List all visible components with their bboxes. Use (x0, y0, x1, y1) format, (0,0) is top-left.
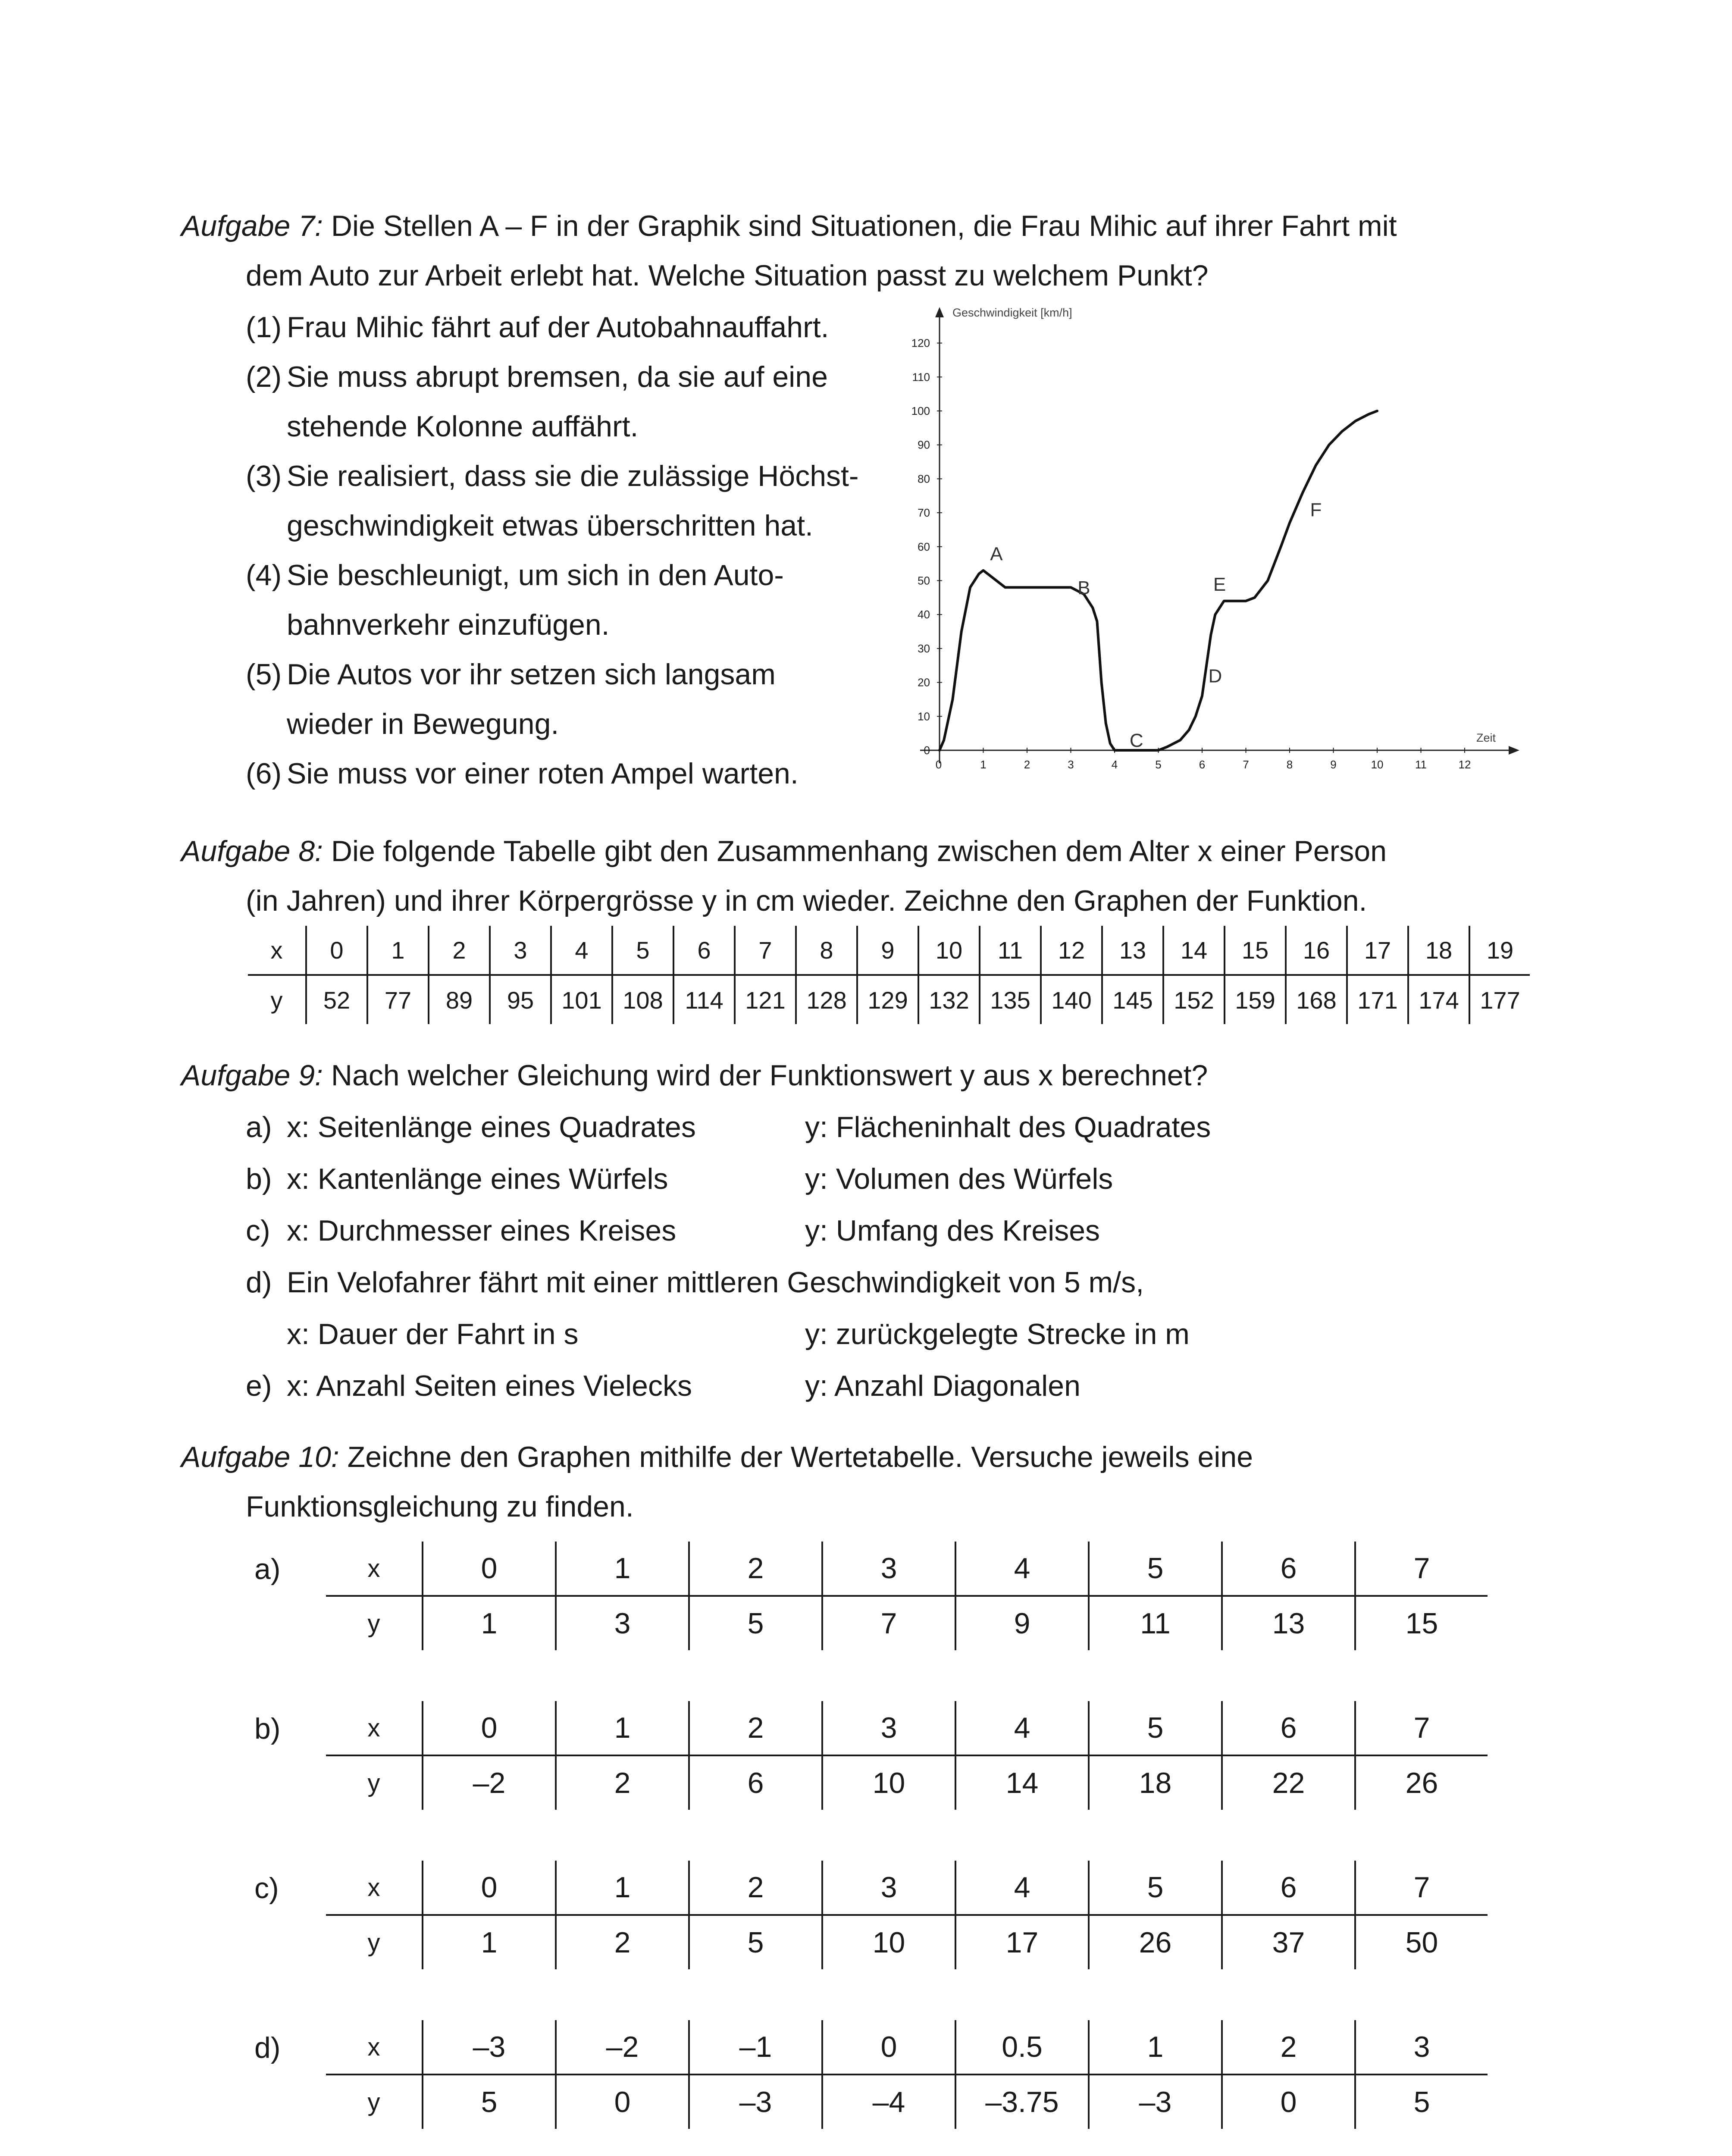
table-row-y (326, 1755, 1488, 1810)
x-tick-label: 6 (1199, 758, 1206, 771)
table-cell-y: 1 (423, 1596, 556, 1650)
table-cell-x: 4 (551, 926, 612, 975)
table-cell-y: 3 (556, 1596, 689, 1650)
x-axis-title: Zeit (1476, 731, 1496, 744)
table-cell-y: 152 (1163, 975, 1225, 1024)
aufgabe8-intro-line1 (181, 837, 1387, 866)
table-cell-y: 159 (1225, 975, 1286, 1024)
table-cell-x: –2 (556, 2020, 689, 2075)
y-axis-arrow (935, 307, 944, 317)
table-cell-x: 9 (857, 926, 918, 975)
table-row-y (326, 1596, 1488, 1650)
table-cell-x: 14 (1163, 926, 1225, 975)
table-cell-y: 50 (1355, 1915, 1488, 1969)
value-table (326, 1701, 1488, 1810)
table-cell-x: 6 (1222, 1861, 1355, 1915)
table-cell-x: 7 (1355, 1861, 1488, 1915)
table-cell-y: 11 (1089, 1596, 1222, 1650)
table-cell-x: 10 (918, 926, 980, 975)
table-x-label: x (326, 1542, 423, 1596)
aufgabe7-item-text-cont: stehende Kolonne auffährt. (287, 410, 639, 443)
table-cell-y: 13 (1222, 1596, 1355, 1650)
table-cell-x: 5 (1089, 1861, 1222, 1915)
aufgabe9-item-y: y: Umfang des Kreises (805, 1214, 1100, 1247)
aufgabe9-item-y: y: Anzahl Diagonalen (805, 1369, 1081, 1402)
aufgabe9-item-x: x: Kantenlänge eines Würfels (287, 1163, 668, 1195)
table-cell-x: 4 (955, 1701, 1089, 1755)
aufgabe10-table-letter: d) (254, 2031, 281, 2064)
point-label-B: B (1077, 577, 1090, 599)
table-cell-x: 0.5 (955, 2020, 1089, 2075)
table-cell-x: 3 (822, 1701, 955, 1755)
aufgabe9-intro (181, 1061, 1208, 1090)
table-cell-y: 2 (556, 1755, 689, 1810)
table-cell-x: 18 (1408, 926, 1469, 975)
table-cell-x: 3 (822, 1542, 955, 1596)
y-tick-label: 120 (911, 336, 930, 350)
table-cell-y: 5 (1355, 2075, 1488, 2129)
aufgabe10-intro-line1 (181, 1442, 1253, 1472)
table-cell-y: –3 (689, 2075, 822, 2129)
table-row-y (326, 1915, 1488, 1969)
table-cell-y: 95 (490, 975, 551, 1024)
table-row-x (326, 2020, 1488, 2075)
table-row-x (248, 926, 1530, 975)
aufgabe7-item-text-cont: wieder in Bewegung. (287, 708, 559, 740)
aufgabe7-item-text: Sie beschleunigt, um sich in den Auto- (287, 559, 784, 592)
y-tick-label: 100 (911, 404, 930, 417)
table-cell-x: 1 (1089, 2020, 1222, 2075)
table-cell-y: –3.75 (955, 2075, 1089, 2129)
table-cell-x: 7 (1355, 1701, 1488, 1755)
point-label-F: F (1310, 499, 1322, 520)
table-cell-x: 1 (556, 1701, 689, 1755)
aufgabe9-item-letter: e) (246, 1369, 272, 1402)
table-cell-y: 7 (822, 1596, 955, 1650)
aufgabe10-text-line2: Funktionsgleichung zu finden. (246, 1490, 634, 1523)
table-row-x (326, 1861, 1488, 1915)
table-cell-x: 16 (1286, 926, 1347, 975)
aufgabe8-text-line1: Die folgende Tabelle gibt den Zusammenhang zwischen dem Alter x einer Person (331, 835, 1387, 868)
table-cell-x: 2 (689, 1861, 822, 1915)
y-tick-label: 10 (918, 710, 930, 723)
aufgabe9-text: Nach welcher Gleichung wird der Funktionswert y aus x berechnet? (331, 1059, 1208, 1092)
table-cell-x: 0 (423, 1861, 556, 1915)
table-cell-x: 3 (490, 926, 551, 975)
aufgabe7-text-line1: Die Stellen A – F in der Graphik sind Situationen, die Frau Mihic auf ihrer Fahrt mit (331, 210, 1397, 242)
table-cell-y: 121 (735, 975, 796, 1024)
table-cell-y: 5 (689, 1915, 822, 1969)
table-cell-x: 1 (556, 1542, 689, 1596)
y-tick-label: 60 (918, 540, 930, 553)
x-tick-label: 0 (935, 758, 942, 771)
table-row-x (326, 1701, 1488, 1755)
x-tick-label: 3 (1068, 758, 1074, 771)
aufgabe10-table-letter: c) (254, 1872, 279, 1905)
table-cell-y: 26 (1355, 1755, 1488, 1810)
speed-curve (940, 411, 1377, 750)
age-height-table (248, 926, 1530, 1024)
aufgabe7-item-number: (6) (246, 757, 282, 790)
point-label-A: A (990, 543, 1003, 565)
aufgabe7-item-text: Frau Mihic fährt auf der Autobahnauffahrt. (287, 311, 829, 344)
table-cell-y: 10 (822, 1755, 955, 1810)
table-y-label: y (270, 986, 283, 1014)
table-cell-x: 5 (1089, 1542, 1222, 1596)
aufgabe9-item-letter: d) (246, 1266, 272, 1299)
aufgabe7-item-text: Sie realisiert, dass sie die zulässige Höchst- (287, 460, 859, 492)
y-axis-title: Geschwindigkeit [km/h] (952, 306, 1072, 319)
table-cell-y: 114 (673, 975, 735, 1024)
table-cell-y: 26 (1089, 1915, 1222, 1969)
aufgabe7-item-text-cont: bahnverkehr einzufügen. (287, 608, 610, 641)
aufgabe9-item-x: x: Anzahl Seiten eines Vielecks (287, 1369, 692, 1402)
table-cell-y: 77 (367, 975, 429, 1024)
table-cell-y: –2 (423, 1755, 556, 1810)
aufgabe10-text-line1: Zeichne den Graphen mithilfe der Wertetabelle. Versuche jeweils eine (347, 1441, 1253, 1473)
aufgabe7-item-number: (5) (246, 658, 282, 691)
x-tick-label: 8 (1286, 758, 1293, 771)
table-cell-x: 1 (556, 1861, 689, 1915)
table-cell-y: 9 (955, 1596, 1089, 1650)
table-cell-y: 2 (556, 1915, 689, 1969)
table-y-label: y (367, 1928, 380, 1957)
aufgabe10-label: Aufgabe 10: (181, 1441, 339, 1473)
table-row-y (326, 2075, 1488, 2129)
aufgabe7-text-line2: dem Auto zur Arbeit erlebt hat. Welche Situation passt zu welchem Punkt? (246, 259, 1209, 292)
y-tick-label: 90 (918, 438, 930, 451)
table-cell-y: 18 (1089, 1755, 1222, 1810)
table-cell-y: 15 (1355, 1596, 1488, 1650)
point-label-C: C (1129, 730, 1143, 752)
y-tick-label: 20 (918, 676, 930, 689)
table-cell-y: 174 (1408, 975, 1469, 1024)
aufgabe10-table-letter: b) (254, 1712, 281, 1745)
x-tick-label: 4 (1111, 758, 1118, 771)
aufgabe7-item-number: (3) (246, 460, 282, 492)
aufgabe9-item-x: x: Dauer der Fahrt in s (287, 1318, 579, 1351)
aufgabe7-item-text: Sie muss vor einer roten Ampel warten. (287, 757, 799, 790)
table-cell-x: 6 (673, 926, 735, 975)
table-cell-x: 11 (980, 926, 1041, 975)
table-x-label: x (326, 1701, 423, 1755)
aufgabe7-item-number: (1) (246, 311, 282, 344)
y-tick-label: 30 (918, 642, 930, 655)
table-cell-x: 19 (1469, 926, 1530, 975)
table-cell-x: 2 (429, 926, 490, 975)
aufgabe9-item-x: x: Durchmesser eines Kreises (287, 1214, 677, 1247)
y-tick-label: 110 (912, 370, 930, 384)
value-table (326, 1861, 1488, 1969)
table-y-label: y (367, 2088, 380, 2116)
table-cell-x: 8 (796, 926, 857, 975)
table-cell-x: 0 (423, 1701, 556, 1755)
aufgabe7-item-number: (2) (246, 360, 282, 393)
aufgabe9-label: Aufgabe 9: (181, 1059, 323, 1092)
table-cell-x: 4 (955, 1861, 1089, 1915)
table-cell-x: 6 (1222, 1542, 1355, 1596)
x-tick-label: 5 (1155, 758, 1162, 771)
table-cell-y: –3 (1089, 2075, 1222, 2129)
aufgabe9-item-letter: b) (246, 1163, 272, 1195)
aufgabe9-item-y: y: Volumen des Würfels (805, 1163, 1113, 1195)
table-cell-x: 13 (1102, 926, 1163, 975)
table-cell-y: 5 (689, 1596, 822, 1650)
speed-time-chart (893, 302, 1531, 772)
x-tick-label: 1 (980, 758, 987, 771)
y-tick-label: 80 (918, 472, 930, 486)
table-cell-y: 0 (1222, 2075, 1355, 2129)
x-axis-arrow (1509, 746, 1519, 755)
value-table (326, 1542, 1488, 1650)
table-cell-y: 135 (980, 975, 1041, 1024)
table-cell-x: –1 (689, 2020, 822, 2075)
table-cell-x: 1 (367, 926, 429, 975)
table-cell-x: 5 (1089, 1701, 1222, 1755)
table-cell-y: 108 (612, 975, 673, 1024)
aufgabe7-item-text: Sie muss abrupt bremsen, da sie auf eine (287, 360, 828, 393)
table-y-label: y (367, 1769, 380, 1797)
table-cell-y: 1 (423, 1915, 556, 1969)
aufgabe7-label: Aufgabe 7: (181, 210, 323, 242)
table-cell-y: 145 (1102, 975, 1163, 1024)
table-cell-x: 2 (689, 1542, 822, 1596)
table-cell-y: 10 (822, 1915, 955, 1969)
table-cell-x: 0 (423, 1542, 556, 1596)
table-y-label: y (367, 1609, 380, 1638)
table-cell-y: 129 (857, 975, 918, 1024)
y-tick-label: 0 (924, 744, 930, 757)
table-cell-y: 0 (556, 2075, 689, 2129)
x-tick-label: 12 (1458, 758, 1471, 771)
x-tick-label: 9 (1330, 758, 1337, 771)
table-cell-x: 17 (1347, 926, 1408, 975)
table-x-label: x (326, 2020, 423, 2075)
table-cell-x: 15 (1225, 926, 1286, 975)
y-tick-label: 40 (918, 608, 930, 621)
point-label-E: E (1213, 574, 1226, 595)
table-cell-x: 2 (689, 1701, 822, 1755)
table-cell-y: 5 (423, 2075, 556, 2129)
aufgabe9-item-x: x: Seitenlänge eines Quadrates (287, 1111, 696, 1144)
table-x-label: x (248, 926, 306, 975)
table-cell-y: 177 (1469, 975, 1530, 1024)
table-cell-y: 14 (955, 1755, 1089, 1810)
aufgabe9-item-letter: a) (246, 1111, 272, 1144)
table-cell-y: 140 (1041, 975, 1102, 1024)
table-x-label: x (326, 1861, 423, 1915)
x-tick-label: 10 (1371, 758, 1384, 771)
table-cell-y: 22 (1222, 1755, 1355, 1810)
table-cell-x: 4 (955, 1542, 1089, 1596)
table-cell-x: 0 (306, 926, 367, 975)
aufgabe8-label: Aufgabe 8: (181, 835, 323, 868)
table-cell-y: 37 (1222, 1915, 1355, 1969)
aufgabe9-item-letter: c) (246, 1214, 270, 1247)
table-cell-y: 17 (955, 1915, 1089, 1969)
x-tick-label: 7 (1243, 758, 1249, 771)
y-tick-label: 70 (918, 506, 930, 520)
table-cell-x: 12 (1041, 926, 1102, 975)
aufgabe9-item-x: Ein Velofahrer fährt mit einer mittleren Geschwindigkeit von 5 m/s, (287, 1266, 1144, 1299)
x-tick-label: 11 (1415, 758, 1427, 771)
aufgabe7-item-number: (4) (246, 559, 282, 592)
table-cell-x: –3 (423, 2020, 556, 2075)
aufgabe8-text-line2: (in Jahren) und ihrer Körpergrösse y in cm wieder. Zeichne den Graphen der Funktion. (246, 884, 1367, 917)
table-cell-y: 101 (551, 975, 612, 1024)
aufgabe9-item-y: y: zurückgelegte Strecke in m (805, 1318, 1190, 1351)
y-tick-label: 50 (918, 574, 930, 587)
aufgabe9-item-y: y: Flächeninhalt des Quadrates (805, 1111, 1211, 1144)
aufgabe7-item-text-cont: geschwindigkeit etwas überschritten hat. (287, 509, 813, 542)
x-tick-label: 2 (1024, 758, 1030, 771)
aufgabe7-item-text: Die Autos vor ihr setzen sich langsam (287, 658, 776, 691)
table-cell-y: 52 (306, 975, 367, 1024)
table-cell-y: 128 (796, 975, 857, 1024)
table-cell-x: 7 (1355, 1542, 1488, 1596)
table-cell-y: 168 (1286, 975, 1347, 1024)
point-label-D: D (1208, 665, 1222, 687)
table-cell-y: 132 (918, 975, 980, 1024)
table-cell-x: 5 (612, 926, 673, 975)
table-cell-y: 89 (429, 975, 490, 1024)
table-row-x (326, 1542, 1488, 1596)
table-cell-x: 7 (735, 926, 796, 975)
table-cell-x: 6 (1222, 1701, 1355, 1755)
table-cell-y: 171 (1347, 975, 1408, 1024)
table-cell-y: 6 (689, 1755, 822, 1810)
table-cell-y: –4 (822, 2075, 955, 2129)
table-cell-x: 3 (1355, 2020, 1488, 2075)
aufgabe10-table-letter: a) (254, 1553, 281, 1586)
value-table (326, 2020, 1488, 2129)
table-cell-x: 3 (822, 1861, 955, 1915)
table-row-y (248, 975, 1530, 1024)
table-cell-x: 2 (1222, 2020, 1355, 2075)
aufgabe7-intro-line1 (181, 211, 1397, 241)
table-cell-x: 0 (822, 2020, 955, 2075)
